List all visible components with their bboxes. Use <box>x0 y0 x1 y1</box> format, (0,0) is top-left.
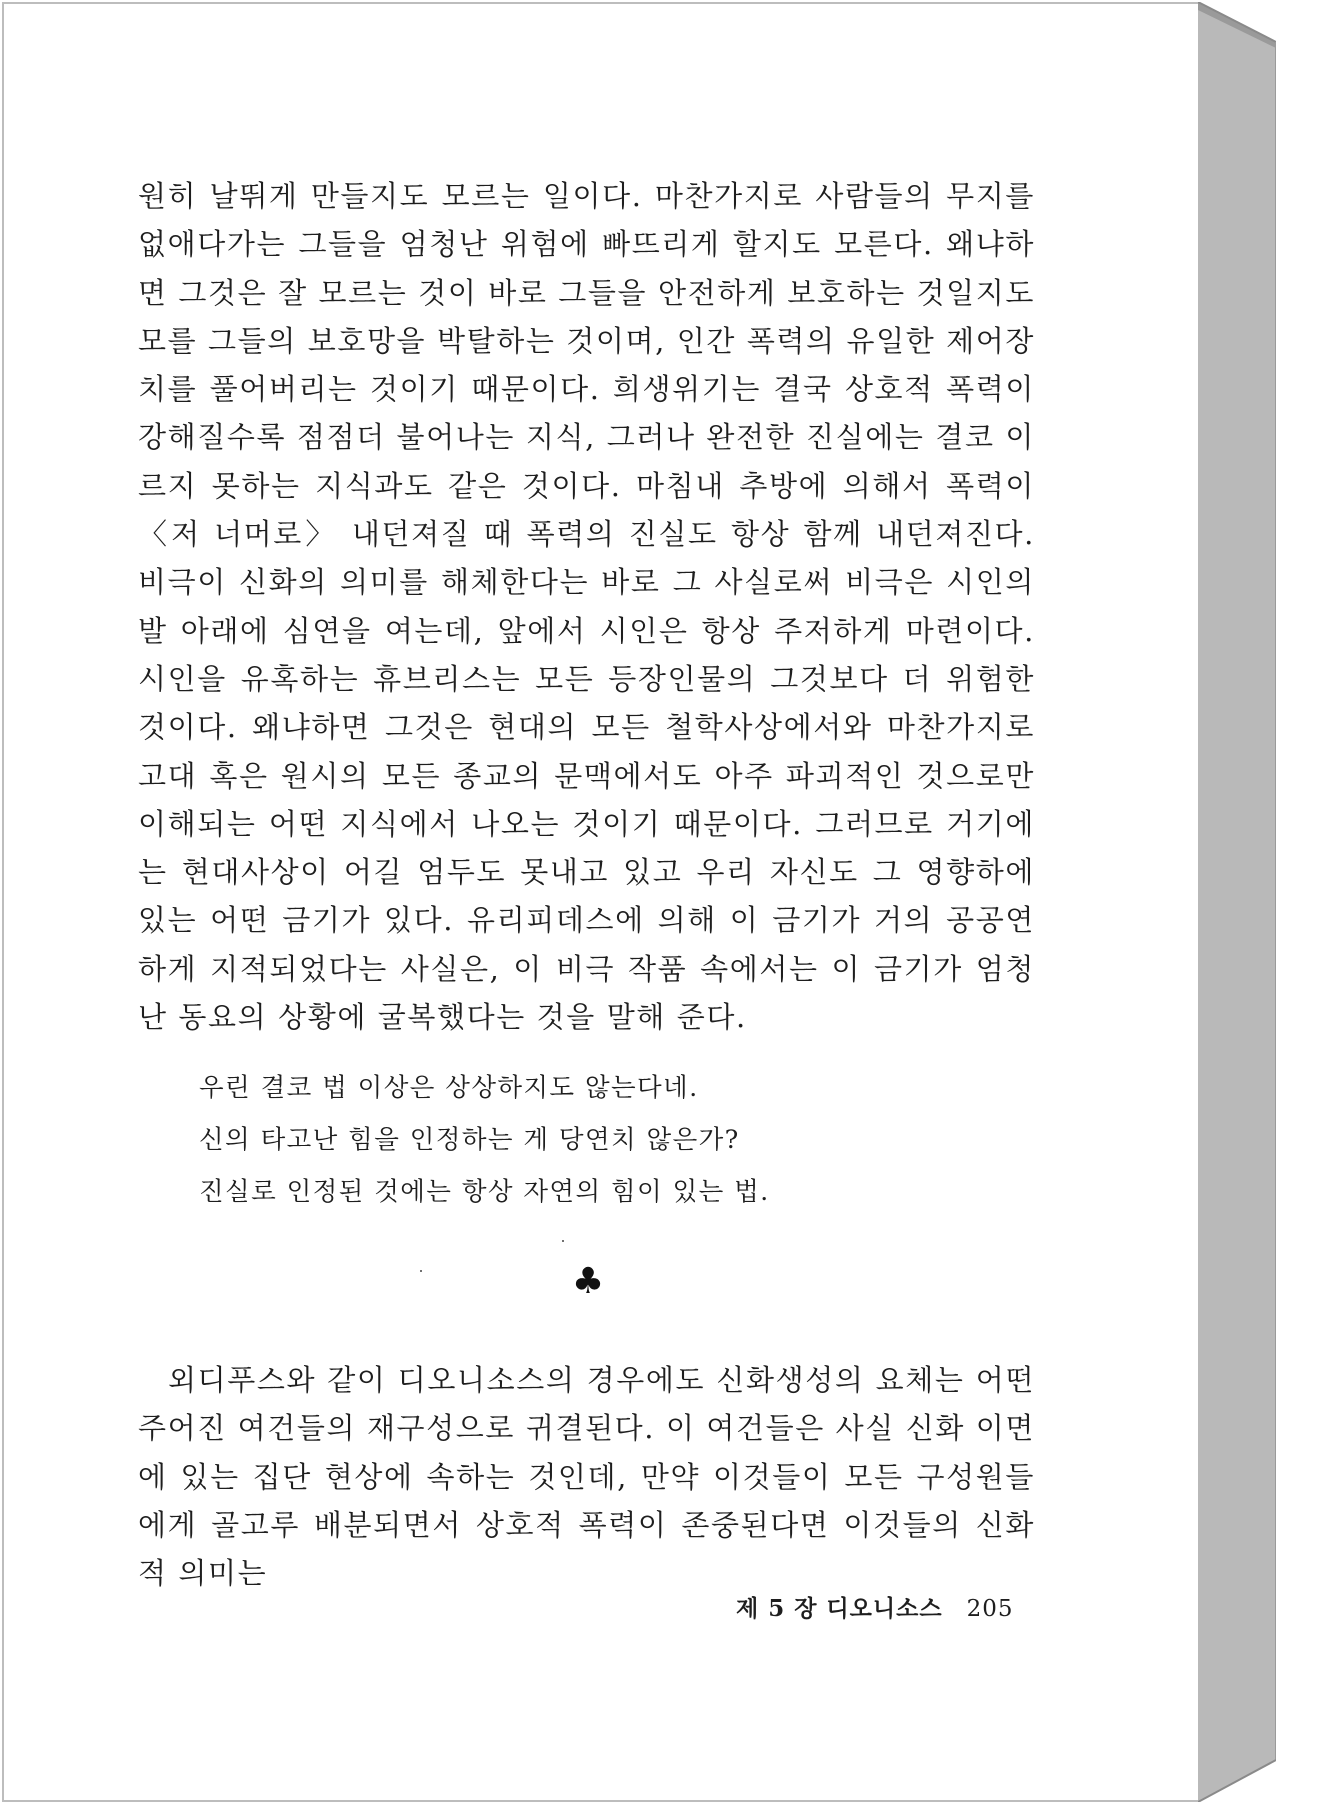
scan-speck <box>420 1270 422 1272</box>
body-paragraph-2: 외디푸스와 같이 디오니소스의 경우에도 신화생성의 요체는 어떤 주어진 여건들의 재구성으로 귀결된다. 이 여건들은 사실 신화 이면에 있는 집단 현상에 속하는 것인데, 만약 이것들이 모든 구성원들에게 골고루 배분되면서 상호적 폭력이 존중된다면 이것들의 신화적 의미는 <box>138 1363 1035 1591</box>
chapter-title: 제 5 장 디오니소스 <box>736 1595 943 1622</box>
page-number: 205 <box>966 1596 1014 1622</box>
club-ornament-icon: ♣ <box>571 1261 605 1302</box>
verse-line: 진실로 인정된 것에는 항상 자연의 힘이 있는 법. <box>199 1177 770 1207</box>
verse-quote <box>199 1062 899 1218</box>
book-spine <box>1198 2 1276 1802</box>
running-footer <box>736 1594 1014 1624</box>
verse-line: 우린 결코 법 이상은 상상하지도 않는다네. <box>199 1073 699 1103</box>
body-paragraph: 원히 날뛰게 만들지도 모르는 일이다. 마찬가지로 사람들의 무지를 없애다가는 그들을 엄청난 위험에 빠뜨리게 할지도 모른다. 왜냐하면 그것은 잘 모르는 것이 바로 그들을 안전하게 보호하는 것일지도 모를 그들의 보호망을 박탈하는 것이며, 인간 폭력의 유일한 제어장치를 풀어버리는 것이기 때문이다. 희생위기는 결국 상호적 폭력이 강해질수록 점점더 불어나는 지식, 그러나 완전한 진실에는 결코 이르지 못하는 지식과도 같은 것이다. 마침내 추방에 의해서 폭력이 〈저 너머로〉 내던져질 때 폭력의 진실도 항상 함께 내던져진다. 비극이 신화의 의미를 해체한다는 바로 그 사실로써 비극은 시인의 발 아래에 심연을 여는데, 앞에서 시인은 항상 주저하게 마련이다. 시인을 유혹하는 휴브리스는 모든 등장인물의 그것보다 더 위험한 것이다. 왜냐하면 그것은 현대의 모든 철학사상에서와 마찬가지로 고대 혹은 원시의 모든 종교의 문맥에서도 아주 파괴적인 것으로만 이해되는 어떤 지식에서 나오는 것이기 때문이다. 그러므로 거기에는 현대사상이 어길 엄두도 못내고 있고 우리 자신도 그 영향하에 있는 어떤 금기가 있다. 유리피데스에 의해 이 금기가 거의 공공연하게 지적되었다는 사실은, 이 비극 작품 속에서는 이 금기가 엄청난 동요의 상황에 굴복했다는 것을 말해 준다. <box>138 179 1035 1035</box>
scan-speck <box>562 1240 564 1242</box>
verse-line: 신의 타고난 힘을 인정하는 게 당연치 않은가? <box>199 1125 740 1155</box>
